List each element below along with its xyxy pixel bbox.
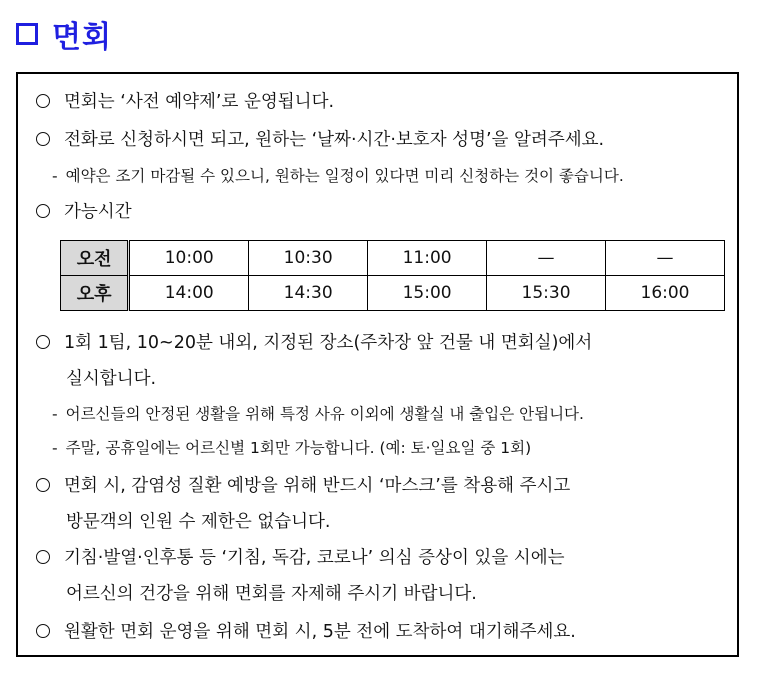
time-cell: 10:30	[249, 241, 368, 276]
time-cell: —	[606, 241, 725, 276]
circle-bullet-icon	[36, 624, 50, 638]
info-line-phone: 전화로 신청하시면 되고, 원하는 ‘날짜·시간·보호자 성명’을 알려주세요.	[36, 126, 604, 151]
circle-bullet-icon	[36, 550, 50, 564]
row-label-morning: 오전	[61, 241, 129, 276]
time-cell: 14:00	[129, 276, 249, 311]
time-cell: —	[487, 241, 606, 276]
time-cell: 15:00	[368, 276, 487, 311]
info-subline-early-close: - 예약은 조기 마감될 수 있으니, 원하는 일정이 있다면 미리 신청하는 것이 좋습니다.	[52, 167, 624, 185]
info-line-symptoms: 기침·발열·인후통 등 ‘기침, 독감, 코로나’ 의심 증상이 있을 시에는	[36, 544, 565, 569]
section-title: 면회	[52, 20, 112, 55]
circle-bullet-icon	[36, 94, 50, 108]
checkbox-square-icon	[16, 23, 38, 45]
schedule-row-morning	[61, 241, 725, 276]
dash-marker: -	[52, 405, 58, 423]
time-cell: 16:00	[606, 276, 725, 311]
schedule-row-afternoon	[61, 276, 725, 311]
schedule-table	[60, 240, 725, 311]
dash-marker: -	[52, 439, 58, 457]
info-line-mask: 면회 시, 감염성 질환 예방을 위해 반드시 ‘마스크’를 착용해 주시고	[36, 472, 570, 497]
info-line-visit-rule-cont: 실시합니다.	[66, 369, 157, 389]
circle-bullet-icon	[36, 335, 50, 349]
info-subline-weekend: - 주말, 공휴일에는 어르신별 1회만 가능합니다. (예: 토·일요일 중 1회)	[52, 439, 532, 457]
circle-bullet-icon	[36, 204, 50, 218]
time-cell: 10:00	[129, 241, 249, 276]
info-line-symptoms-cont: 어르신의 건강을 위해 면회를 자제해 주시기 바랍니다.	[66, 584, 477, 604]
time-cell: 15:30	[487, 276, 606, 311]
info-subline-no-entry: - 어르신들의 안정된 생활을 위해 특정 사유 이외에 생활실 내 출입은 안됩니다.	[52, 405, 584, 423]
row-label-afternoon: 오후	[61, 276, 129, 311]
info-line-reservation: 면회는 ‘사전 예약제’로 운영됩니다.	[36, 88, 334, 113]
time-cell: 14:30	[249, 276, 368, 311]
circle-bullet-icon	[36, 478, 50, 492]
time-cell: 11:00	[368, 241, 487, 276]
visit-info-panel	[16, 72, 739, 657]
dash-marker: -	[52, 167, 58, 185]
info-line-arrival: 원활한 면회 운영을 위해 면회 시, 5분 전에 도착하여 대기해주세요.	[36, 618, 576, 643]
info-line-mask-cont: 방문객의 인원 수 제한은 없습니다.	[66, 512, 331, 532]
circle-bullet-icon	[36, 132, 50, 146]
info-line-available-time: 가능시간	[36, 198, 132, 223]
section-heading	[16, 12, 112, 56]
info-line-visit-rule: 1회 1팀, 10~20분 내외, 지정된 장소(주차장 앞 건물 내 면회실)에서	[36, 329, 592, 354]
